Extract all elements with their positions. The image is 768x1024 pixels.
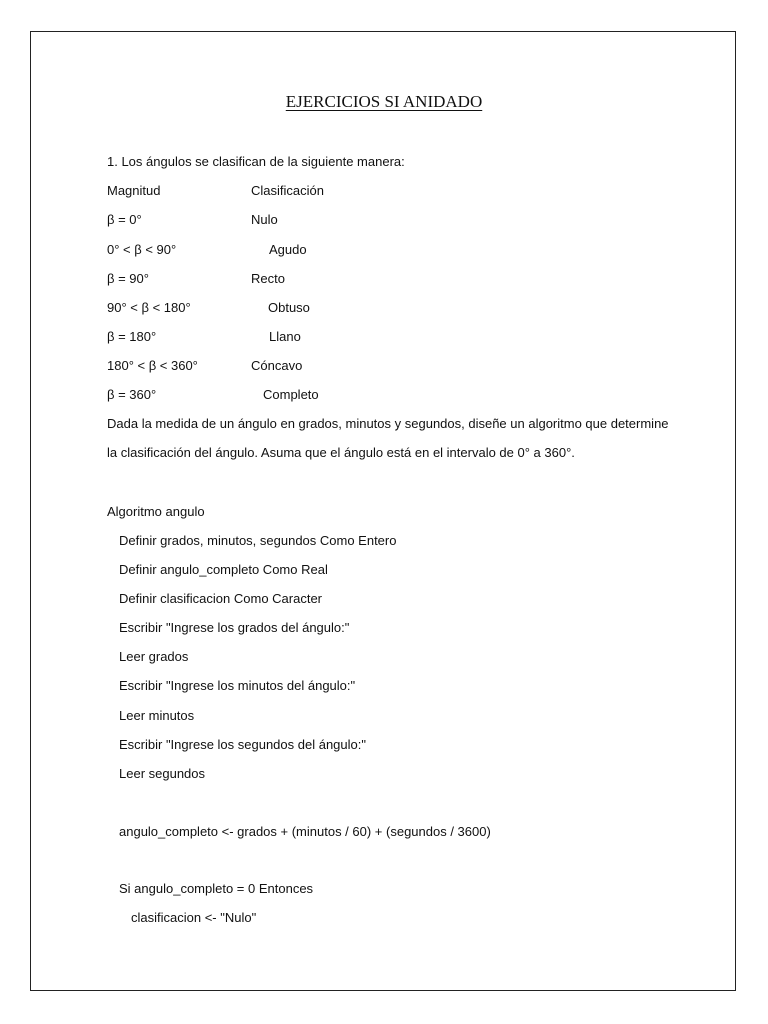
table-row-magnitude: 90° < β < 180° — [107, 300, 191, 315]
code-line: Definir grados, minutos, segundos Como Entero — [119, 533, 397, 548]
code-line: angulo_completo <- grados + (minutos / 60) + (segundos / 3600) — [119, 824, 491, 839]
table-row-classification: Nulo — [251, 212, 278, 227]
code-line: Definir angulo_completo Como Real — [119, 562, 328, 577]
code-line: Si angulo_completo = 0 Entonces — [119, 881, 314, 896]
code-line: Leer minutos — [119, 708, 195, 723]
table-row-magnitude: β = 360° — [107, 387, 157, 402]
statement-line: Dada la medida de un ángulo en grados, minutos y segundos, diseñe un algoritmo que determine — [107, 416, 669, 431]
table-header-classification: Clasificación — [251, 183, 324, 198]
table-row-magnitude: β = 0° — [107, 212, 142, 227]
statement-line: la clasificación del ángulo. Asuma que el ángulo está en el intervalo de 0° a 360°. — [107, 445, 575, 460]
table-row-magnitude: 180° < β < 360° — [107, 358, 198, 373]
code-line: Leer grados — [119, 649, 189, 664]
intro-text: 1. Los ángulos se clasifican de la siguiente manera: — [107, 154, 405, 169]
code-line: Escribir "Ingrese los segundos del ángulo:" — [119, 737, 366, 752]
table-row-classification: Cóncavo — [251, 358, 303, 373]
table-row-magnitude: 0° < β < 90° — [107, 242, 177, 257]
table-row-classification: Llano — [269, 329, 301, 344]
code-line: Escribir "Ingrese los grados del ángulo:" — [119, 620, 350, 635]
table-row-magnitude: β = 180° — [107, 329, 157, 344]
code-line: Algoritmo angulo — [107, 504, 205, 519]
code-line: Escribir "Ingrese los minutos del ángulo:" — [119, 678, 356, 693]
table-row-classification: Obtuso — [268, 300, 310, 315]
document-title: EJERCICIOS SI ANIDADO — [285, 92, 483, 111]
table-row-classification: Agudo — [269, 242, 307, 257]
table-header-magnitude: Magnitud — [107, 183, 161, 198]
code-line: clasificacion <- "Nulo" — [131, 910, 257, 925]
code-line: Leer segundos — [119, 766, 206, 781]
table-row-classification: Completo — [263, 387, 319, 402]
code-line: Definir clasificacion Como Caracter — [119, 591, 323, 606]
table-row-magnitude: β = 90° — [107, 271, 149, 286]
table-row-classification: Recto — [251, 271, 285, 286]
